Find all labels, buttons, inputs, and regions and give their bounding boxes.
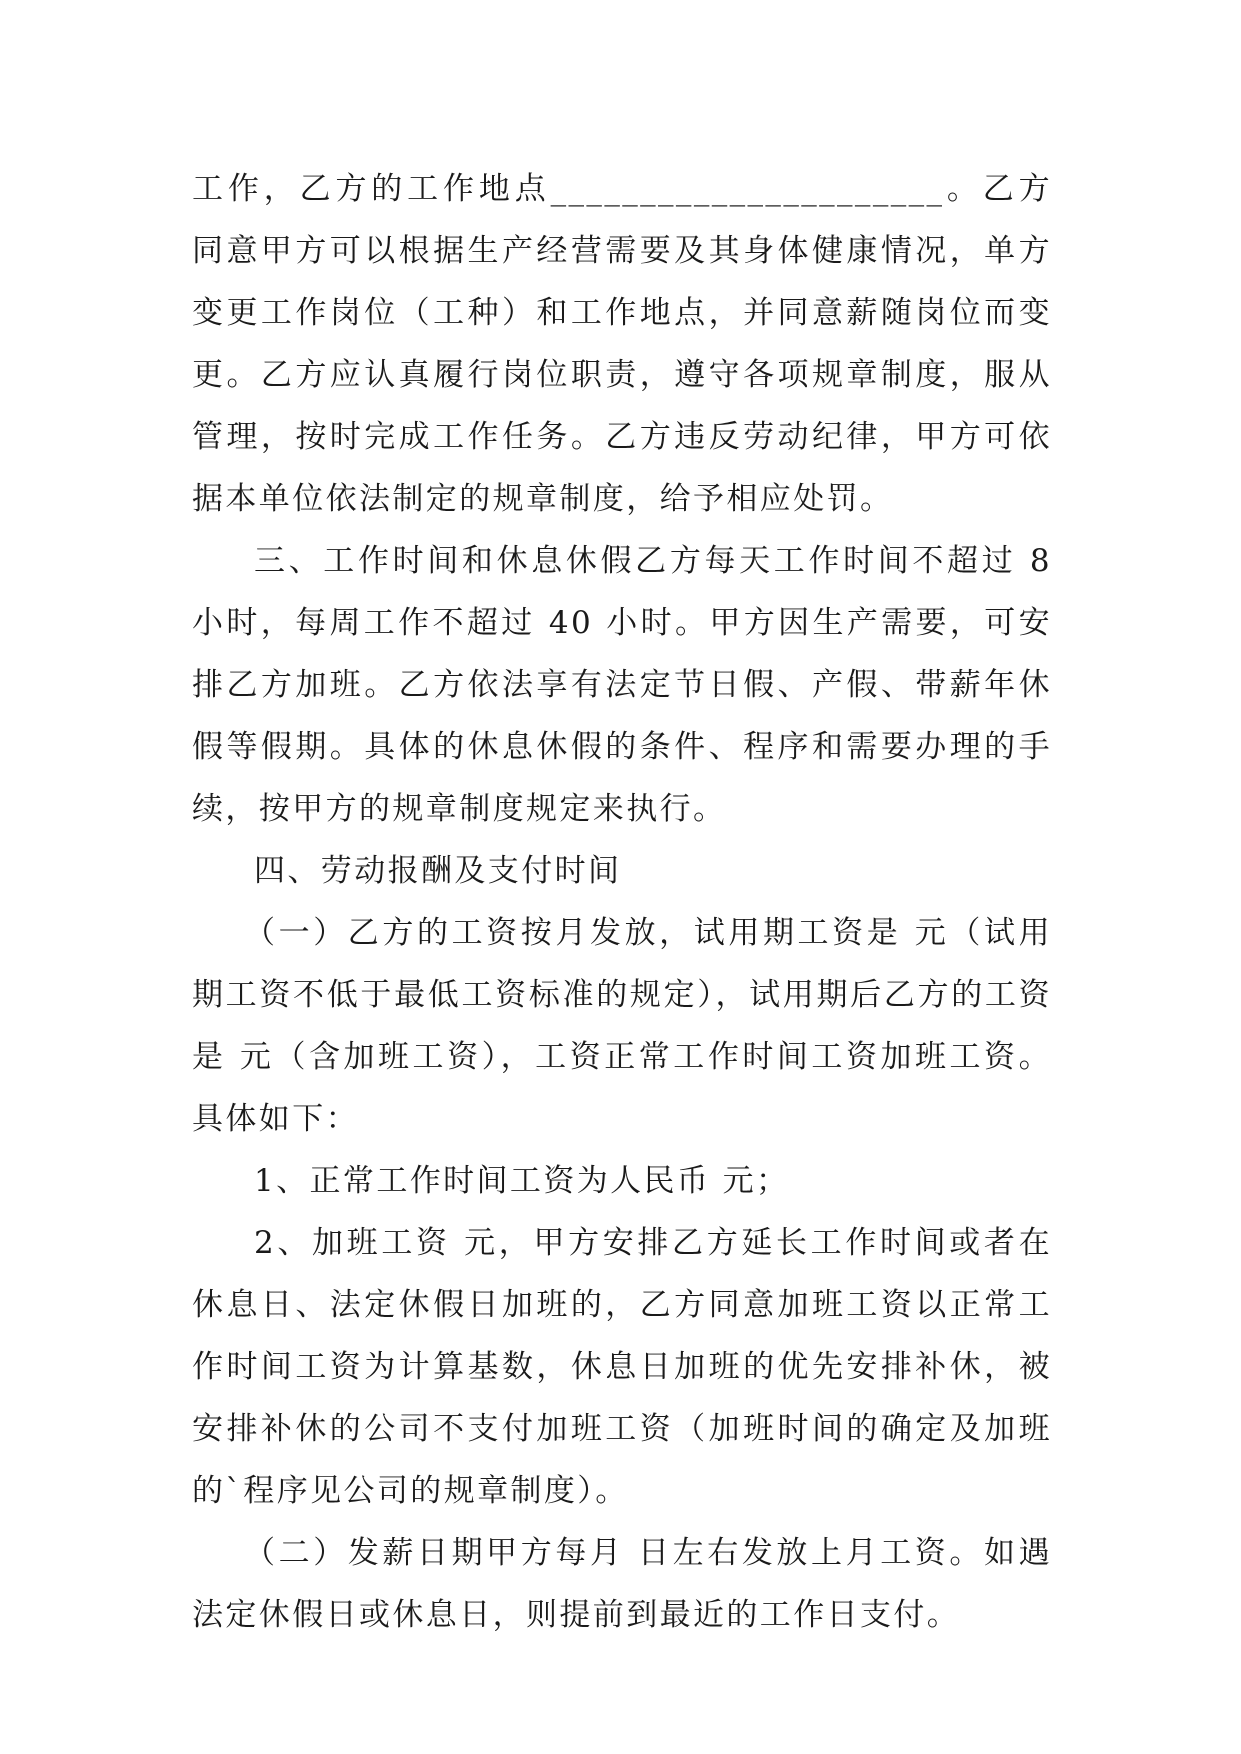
- document-page: [192, 158, 1052, 1646]
- paragraph-wage-payment: （一）乙方的工资按月发放，试用期工资是 元（试用期工资不低于最低工资标准的规定），试用期后乙方的工资是 元（含加班工资），工资正常工作时间工资加班工资。具体如下：: [192, 915, 1052, 1137]
- paragraph-working-hours: 三、工作时间和休息休假乙方每天工作时间不超过 8 小时，每周工作不超过 40 小时。甲方因生产需要，可安排乙方加班。乙方依法享有法定节日假、产假、带薪年休假等假期。具体的休息休假的条件、程序和需要办理的手续，按甲方的规章制度规定来执行。: [192, 543, 1052, 827]
- paragraph-work-location: 工作，乙方的工作地点______________________。乙方同意甲方可以根据生产经营需要及其身体健康情况，单方变更工作岗位（工种）和工作地点，并同意薪随岗位而变更。乙方应认真履行岗位职责，遵守各项规章制度，服从管理，按时完成工作任务。乙方违反劳动纪律，甲方可依据本单位依法制定的规章制度，给予相应处罚。: [192, 171, 1052, 517]
- list-item-overtime-wage: 2、加班工资 元，甲方安排乙方延长工作时间或者在休息日、法定休假日加班的，乙方同意加班工资以正常工作时间工资为计算基数，休息日加班的优先安排补休，被安排补休的公司不支付加班工资（加班时间的确定及加班的`程序见公司的规章制度）。: [192, 1225, 1052, 1509]
- paragraph-pay-date: （二）发薪日期甲方每月 日左右发放上月工资。如遇法定休假日或休息日，则提前到最近的工作日支付。: [192, 1535, 1052, 1633]
- list-item-normal-wage: 1、正常工作时间工资为人民币 元；: [254, 1163, 790, 1199]
- section-heading-remuneration: 四、劳动报酬及支付时间: [254, 853, 622, 889]
